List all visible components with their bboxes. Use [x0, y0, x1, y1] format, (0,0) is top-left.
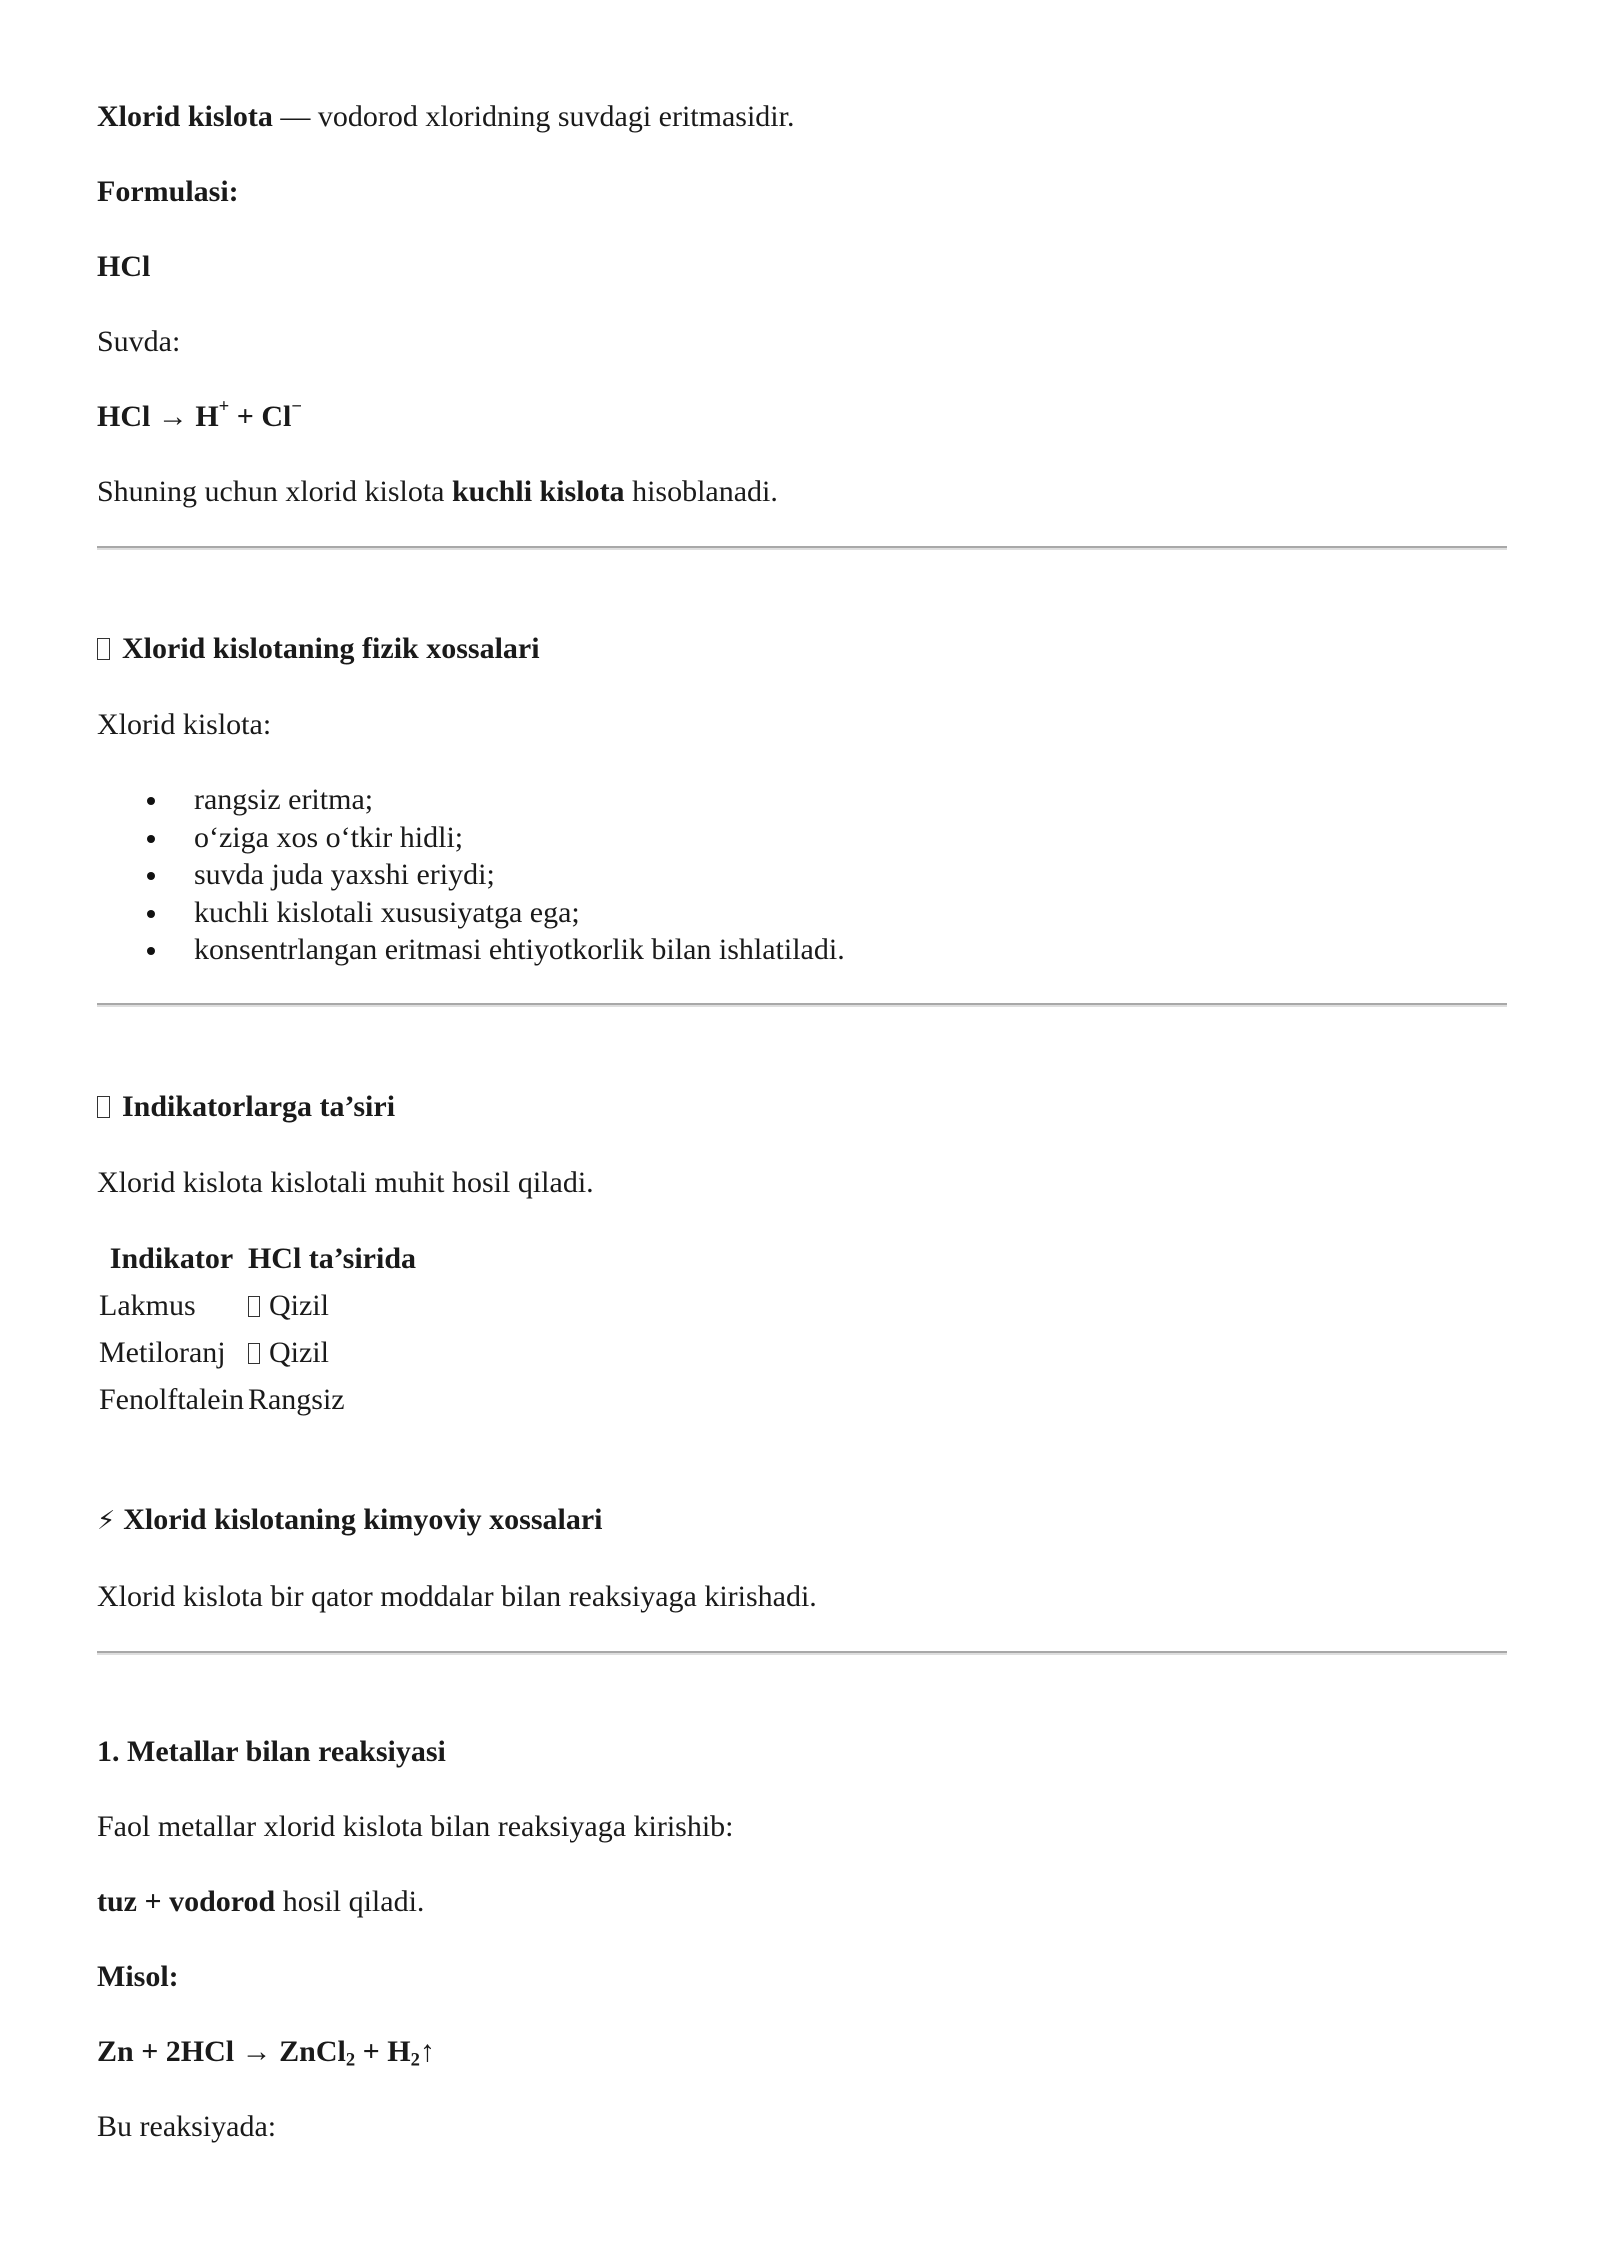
intro-definition: — vodorod xloridning suvdagi eritmasidir. — [272, 100, 795, 133]
conclusion-bold: kuchli kislota — [452, 475, 625, 508]
equation-subscript: 2 — [345, 2049, 356, 2071]
example-label: Misol: — [97, 1960, 179, 1993]
chemical-heading — [97, 1501, 603, 1539]
metals-intro: Faol metallar xlorid kislota bilan reaksiyaga kirishib: — [97, 1810, 734, 1843]
list-item: konsentrlangan eritmasi ehtiyotkorlik bilan ishlatiladi. — [97, 931, 845, 969]
metals-heading: 1. Metallar bilan reaksiyasi — [97, 1735, 446, 1768]
box-icon — [97, 1096, 110, 1118]
equation-subscript: 2 — [410, 2049, 420, 2071]
dissociation-left: HCl → H — [97, 400, 219, 433]
physical-heading — [97, 630, 540, 668]
box-icon — [248, 1296, 260, 1317]
indicator-value — [246, 1329, 418, 1376]
intro-term: Xlorid kislota — [97, 100, 273, 133]
formula-label: Formulasi: — [97, 175, 239, 208]
physical-heading-text: Xlorid kislotaning fizik xossalari — [122, 632, 540, 665]
box-icon — [248, 1343, 260, 1364]
indicators-table — [97, 1236, 418, 1423]
table-row — [97, 1376, 418, 1423]
column-header: HCl ta’sirida — [247, 1242, 417, 1276]
indicator-name: Fenolftalein — [99, 1382, 244, 1416]
list-item: o‘ziga xos o‘tkir hidli; — [97, 819, 845, 857]
indicator-value — [246, 1376, 418, 1423]
column-header: Indikator — [109, 1242, 234, 1276]
metals-after: Bu reaksiyada: — [97, 2110, 277, 2143]
intro-paragraph — [97, 98, 794, 136]
list-item: suvda juda yaxshi eriydi; — [97, 856, 845, 894]
h-charge: + — [218, 396, 230, 418]
cl-charge: − — [291, 396, 302, 418]
chemical-heading-text: Xlorid kislotaning kimyoviy xossalari — [123, 1503, 603, 1536]
physical-list — [97, 781, 845, 969]
indicator-value-text: Qizil — [268, 1335, 329, 1369]
list-item: rangsiz eritma; — [97, 781, 845, 819]
formula: HCl — [97, 250, 151, 283]
horizontal-rule — [97, 546, 1507, 550]
dissociation-mid: + Cl — [229, 400, 292, 433]
table-row — [97, 1282, 418, 1329]
equation-part: + H — [355, 2035, 411, 2068]
dissociation-equation — [97, 398, 302, 436]
indicator-value-text: Rangsiz — [247, 1382, 345, 1416]
horizontal-rule — [97, 1003, 1507, 1007]
table-row — [97, 1329, 418, 1376]
list-item: kuchli kislotali xususiyatga ega; — [97, 894, 845, 932]
indicator-value — [246, 1282, 418, 1329]
indicators-heading-text: Indikatorlarga ta’siri — [122, 1090, 396, 1123]
metals-result-rest: hosil qiladi. — [275, 1885, 425, 1918]
conclusion-after: hisoblanadi. — [624, 475, 778, 508]
metals-result — [97, 1883, 424, 1921]
indicators-heading — [97, 1088, 395, 1126]
equation-part: ↑ — [419, 2035, 435, 2068]
conclusion-paragraph — [97, 473, 778, 511]
chemical-intro: Xlorid kislota bir qator moddalar bilan reaksiyaga kirishadi. — [97, 1580, 817, 1613]
metals-result-bold: tuz + vodorod — [97, 1885, 276, 1918]
equation-part: Zn + 2HCl → ZnCl — [97, 2035, 346, 2068]
in-water-label: Suvda: — [97, 325, 181, 358]
conclusion-before: Shuning uchun xlorid kislota — [97, 475, 452, 508]
zinc-equation — [97, 2033, 435, 2071]
indicator-name: Lakmus — [99, 1288, 196, 1322]
table-header-row — [97, 1236, 418, 1282]
physical-intro: Xlorid kislota: — [97, 708, 272, 741]
indicator-value-text: Qizil — [268, 1288, 329, 1322]
indicator-name: Metiloranj — [99, 1335, 226, 1369]
lightning-icon: ⚡ — [97, 1506, 116, 1536]
box-icon — [97, 638, 110, 660]
horizontal-rule — [97, 1651, 1507, 1655]
indicators-intro: Xlorid kislota kislotali muhit hosil qiladi. — [97, 1166, 594, 1199]
